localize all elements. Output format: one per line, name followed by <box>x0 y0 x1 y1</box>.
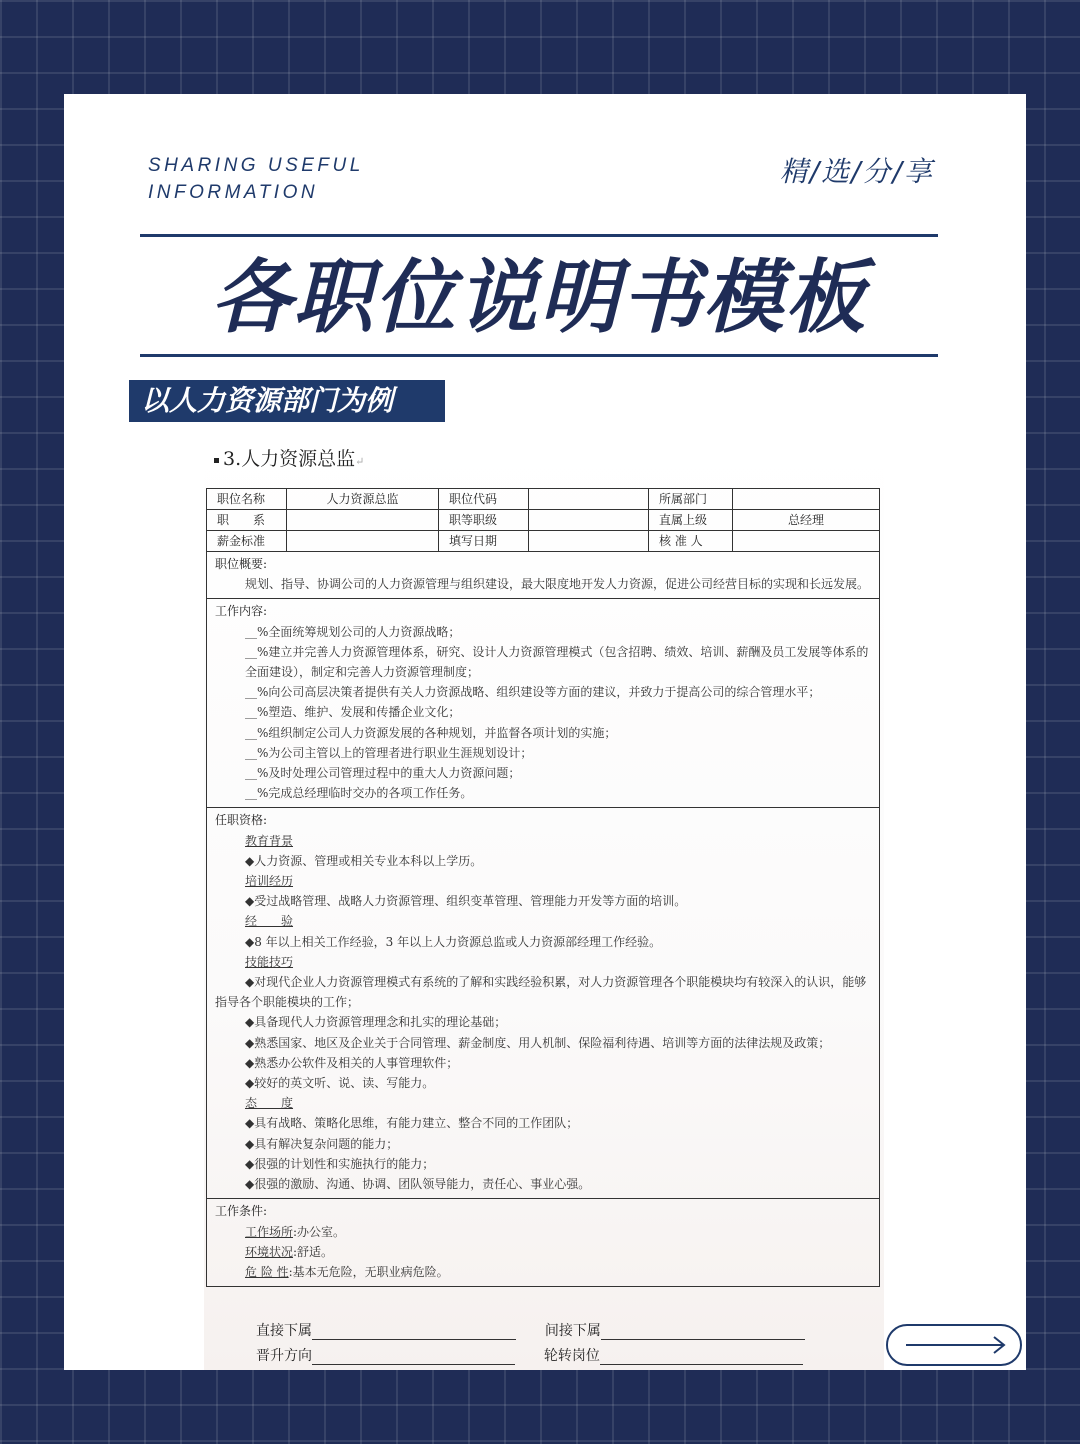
overview-text: 规划、指导、协调公司的人力资源管理与组织建设，最大限度地开发人力资源，促进公司经营目标的实现和长远发展。 <box>245 577 870 592</box>
table-label-cell: 薪金标准 <box>207 531 287 551</box>
qualification-item: ◆受过战略管理、战略人力资源管理、组织变革管理、管理能力开发等方面的培训。 <box>245 894 687 909</box>
condition-item <box>215 1242 871 1262</box>
condition-text: :办公室。 <box>293 1224 346 1239</box>
qualification-item: ◆具有解决复杂问题的能力； <box>245 1136 399 1151</box>
page-title: 各职位说明书模板 <box>211 251 867 344</box>
signature-row-2 <box>256 1345 803 1365</box>
next-page-button[interactable] <box>886 1324 1022 1366</box>
document-heading <box>214 444 364 471</box>
table-row <box>207 531 879 552</box>
qualification-item: ◆很强的激励、沟通、协调、团队领导能力，责任心、事业心强。 <box>245 1177 591 1192</box>
qualification-item: ◆具备现代人力资源管理理念和扎实的理论基础； <box>245 1015 507 1030</box>
content-card <box>64 94 1026 1370</box>
table-label-cell: 职 系 <box>207 510 287 530</box>
subtitle-banner: 以人力资源部门为例 <box>129 380 445 422</box>
table-label-cell: 填写日期 <box>439 531 529 551</box>
conditions-section <box>207 1199 879 1286</box>
duties-list <box>215 622 871 804</box>
duty-item: __%全面统筹规划公司的人力资源战略； <box>245 624 461 639</box>
table-row <box>207 510 879 531</box>
paragraph-mark-icon: ↵ <box>355 455 365 468</box>
duty-item: __%向公司高层决策者提供有关人力资源战略、组织建设等方面的建议，并致力于提高公司的综合管理水平； <box>245 685 821 700</box>
table-label-cell: 职位代码 <box>439 489 529 509</box>
qualification-item: ◆熟悉办公软件及相关的人事管理软件； <box>245 1055 459 1070</box>
table-label-cell: 职等职级 <box>439 510 529 530</box>
table-value-cell <box>733 531 879 551</box>
duty-item: __%建立并完善人力资源管理体系，研究、设计人力资源管理模式（包含招聘、绩效、培训、薪酬及员工发展等体系的全面建设），制定和完善人力资源管理制度； <box>245 644 869 680</box>
english-tagline <box>148 152 364 206</box>
condition-label: 工作场所 <box>245 1224 294 1239</box>
english-tagline-line2: INFORMATION <box>148 182 319 203</box>
condition-item <box>215 1262 871 1282</box>
qualification-label: 经 验 <box>245 914 294 929</box>
duty-item: __%塑造、维护、发展和传播企业文化； <box>245 705 461 720</box>
condition-text: :基本无危险，无职业病危险。 <box>288 1264 449 1279</box>
table-value-cell: 人力资源总监 <box>287 489 439 509</box>
table-label-cell: 职位名称 <box>207 489 287 509</box>
condition-label: 环境状况 <box>245 1244 294 1259</box>
table-value-cell <box>529 489 649 509</box>
qualification-label: 培训经历 <box>245 874 294 889</box>
bullet-square-icon <box>214 458 219 463</box>
table-value-cell <box>529 510 649 530</box>
title-rule-top <box>140 234 938 237</box>
job-description-document <box>204 440 884 1370</box>
qualification-item: ◆具有战略、策略化思维，有能力建立、整合不同的工作团队； <box>245 1116 579 1131</box>
duties-section <box>207 599 879 808</box>
condition-label: 危 险 性 <box>245 1264 289 1279</box>
qualification-item: ◆8 年以上相关工作经验，3 年以上人力资源总监或人力资源部经理工作经验。 <box>245 934 662 949</box>
duty-item: __%组织制定公司人力资源发展的各种规划，并监督各项计划的实施； <box>245 725 617 740</box>
duty-item: __%完成总经理临时交办的各项工作任务。 <box>245 786 473 801</box>
english-tagline-line1: SHARING USEFUL <box>148 155 364 176</box>
signature-row-1 <box>256 1320 805 1340</box>
table-value-cell <box>287 531 439 551</box>
table-value-cell <box>529 531 649 551</box>
conditions-title: 工作条件: <box>215 1204 268 1219</box>
condition-text: :舒适。 <box>293 1244 334 1259</box>
rotation-line <box>600 1352 803 1365</box>
table-value-cell <box>733 489 879 509</box>
overview-section <box>207 552 879 599</box>
qualifications-list <box>215 831 871 1195</box>
qualifications-section <box>207 808 879 1199</box>
table-row <box>207 489 879 510</box>
table-label-cell: 直属上级 <box>649 510 733 530</box>
conditions-list <box>215 1222 871 1283</box>
job-table <box>206 488 880 1287</box>
promotion-line <box>312 1352 515 1365</box>
info-rows <box>207 489 879 552</box>
table-value-cell: 总经理 <box>787 513 824 527</box>
rotation-label: 轮转岗位 <box>543 1348 600 1364</box>
qualification-label: 技能技巧 <box>245 954 294 969</box>
table-label-cell: 核 准 人 <box>649 531 733 551</box>
document-heading-text: 3.人力资源总监 <box>223 448 356 470</box>
qualification-item: ◆较好的英文听、说、读、写能力。 <box>245 1076 435 1091</box>
duty-item: __%及时处理公司管理过程中的重大人力资源问题； <box>245 766 521 781</box>
qualification-item: ◆对现代企业人力资源管理模式有系统的了解和实践经验积累，对人力资源管理各个职能模块均有较深入的认识，能够指导各个职能模块的工作； <box>215 975 867 1010</box>
qualification-item: ◆很强的计划性和实施执行的能力； <box>245 1156 435 1171</box>
title-rule-bottom <box>140 354 938 357</box>
table-value-cell <box>287 510 439 530</box>
arrow-right-icon <box>888 1326 1020 1364</box>
qualifications-title: 任职资格: <box>215 813 268 828</box>
qualification-label: 态 度 <box>245 1096 294 1111</box>
qualification-item: ◆人力资源、管理或相关专业本科以上学历。 <box>245 853 483 868</box>
table-label-cell: 所属部门 <box>649 489 733 509</box>
duty-item: __%为公司主管以上的管理者进行职业生涯规划设计； <box>245 745 533 760</box>
condition-item <box>215 1222 871 1242</box>
indirect-subordinate-line <box>601 1327 805 1340</box>
chinese-tagline: 精/选/分/享 <box>779 155 934 188</box>
qualification-item: ◆熟悉国家、地区及企业关于合同管理、薪金制度、用人机制、保险福利待遇、培训等方面的法律法规及政策； <box>245 1035 831 1050</box>
direct-subordinate-line <box>312 1327 516 1340</box>
duties-title: 工作内容: <box>215 604 268 619</box>
direct-subordinate-label: 直接下属 <box>256 1323 312 1339</box>
qualification-label: 教育背景 <box>245 833 294 848</box>
indirect-subordinate-label: 间接下属 <box>544 1323 601 1339</box>
overview-title: 职位概要: <box>215 557 268 571</box>
promotion-label: 晋升方向 <box>256 1348 312 1364</box>
